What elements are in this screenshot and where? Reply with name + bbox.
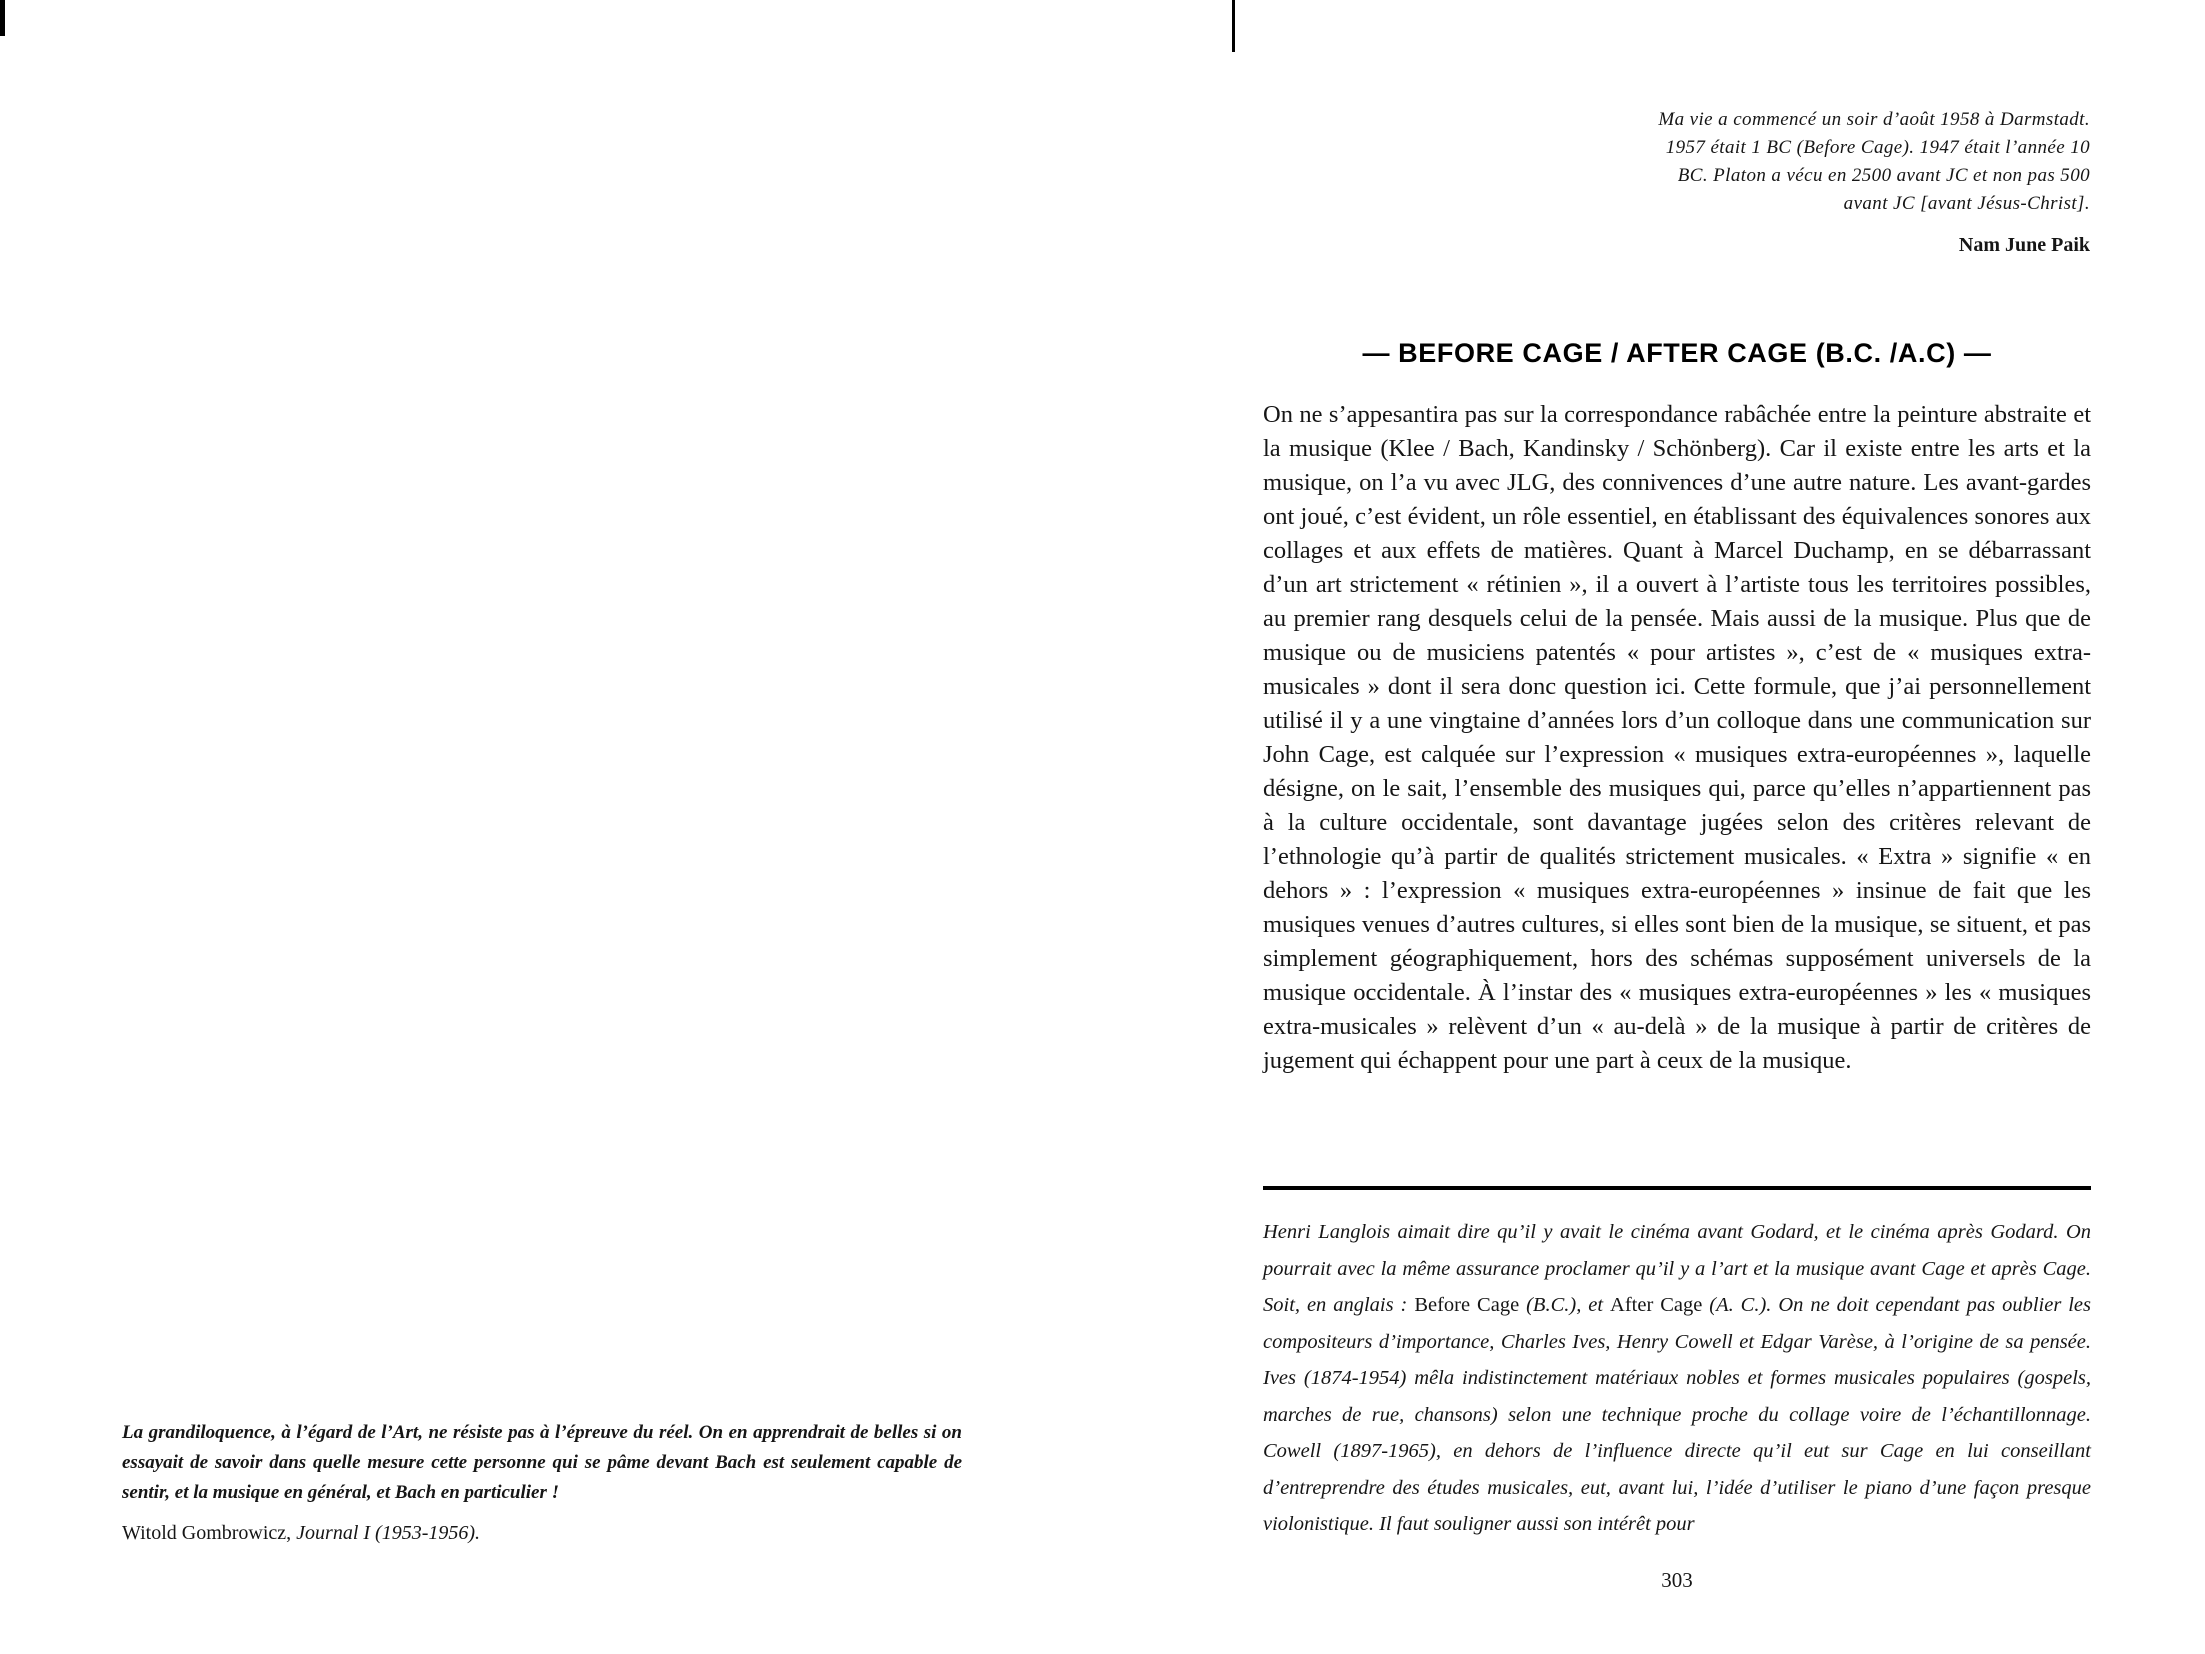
margin-quote-author: Witold Gombrowicz, [122,1522,297,1544]
epigraph: Ma vie a commencé un soir d’août 1958 à Darmstadt. 1957 était 1 BC (Before Cage). 1947 était l’année 10 BC. Platon a vécu en 2500 avant JC et non pas 500 avant JC [avant Jésus-Christ]. [1658,109,2090,214]
crop-mark-left [0,0,5,36]
page-number: 303 [1661,1568,1693,1592]
chapter-heading: — BEFORE CAGE / AFTER CAGE (B.C. /A.C) — [1362,338,1992,369]
commentary-segment-after-cage: After Cage [1610,1294,1703,1316]
body-paragraph: On ne s’appesantira pas sur la correspondance rabâchée entre la peinture abstraite et la musique (Klee / Bach, Kandinsky / Schönberg). Car il existe entre les arts et la musique, on l’a vu avec JLG, des connivences d’une autre nature. Les avant-gardes ont joué, c’est évident, un rôle essentiel, en établissant des équivalences sonores aux collages et aux effets de matières. Quant à Marcel Duchamp, en se débarrassant d’un art strictement « rétinien », il a ouvert à l’artiste tous les territoires possibles, au premier rang desquels celui de la pensée. Mais aussi de la musique. Plus que de musique ou de musiciens patentés « pour artistes », c’est de « musiques extra-musicales » dont il sera donc question ici. Cette formule, que j’ai personnellement utilisé il y a une vingtaine d’années lors d’un colloque dans une communication sur John Cage, est calquée sur l’expression « musiques extra-européennes », laquelle désigne, on le sait, l’ensemble des musiques qui, parce qu’elles n’appartiennent pas à la culture occidentale, sont davantage jugées selon des critères relevant de l’ethnologie qu’à partir de qualités strictement musicales. « Extra » signifie « en dehors » : l’expression « musiques extra-européennes » insinue de fait que les musiques venues d’autres cultures, si elles sont bien de la musique, se situent, et pas simplement géographiquement, hors des schémas supposément universels de la musique occidentale. À l’instar des « musiques extra-européennes » les « musiques extra-musicales » relèvent d’un « au-delà » de la musique à partir de critères de jugement qui échappent pour une part à ceux de la musique. [1263,401,2091,1074]
commentary-segment: Henri Langlois aimait dire qu’il y avait le cinéma avant Godard, et le cinéma après Godard. On pourrait avec la même assurance proclamer qu’il y a l’art et la musique avant Cage et après Cage. Soit, en anglais : [1263,1221,2091,1316]
commentary-segment: (A. C.). On ne doit cependant pas oublier les compositeurs d’importance, Charles Ives, Henry Cowell et Edgar Varèse, à l’origine de sa pensée. Ives (1874-1954) mêla indistinctement matériaux nobles et formes musicales populaires (gospels, marches de rue, chansons) selon une technique proche du collage voire de l’échantillonnage. Cowell (1897-1965), en dehors de l’influence directe qu’il eut sur Cage en lui conseillant d’entreprendre des études musicales, eut, avant lui, l’idée d’utiliser le piano d’une façon presque violonistique. Il faut souligner aussi son intérêt pour [1263,1294,2092,1535]
crop-mark-center [1232,0,1235,52]
commentary-segment: (B.C.), et [1519,1294,1611,1316]
section-rule [1263,1186,2091,1190]
margin-quote: La grandiloquence, à l’égard de l’Art, ne résiste pas à l’épreuve du réel. On en apprendrait de belles si on essayait de savoir dans quelle mesure cette personne qui se pâme devant Bach est seulement capable de sentir, et la musique en général, et Bach en particulier ! [122,1422,962,1503]
epigraph-attribution: Nam June Paik [1958,234,2090,256]
margin-quote-attribution [122,1522,962,1545]
margin-quote-work-title: Journal I (1953-1956). [296,1522,481,1544]
commentary-segment-before-cage: Before Cage [1414,1294,1520,1316]
commentary-paragraph [1263,1214,2091,1543]
